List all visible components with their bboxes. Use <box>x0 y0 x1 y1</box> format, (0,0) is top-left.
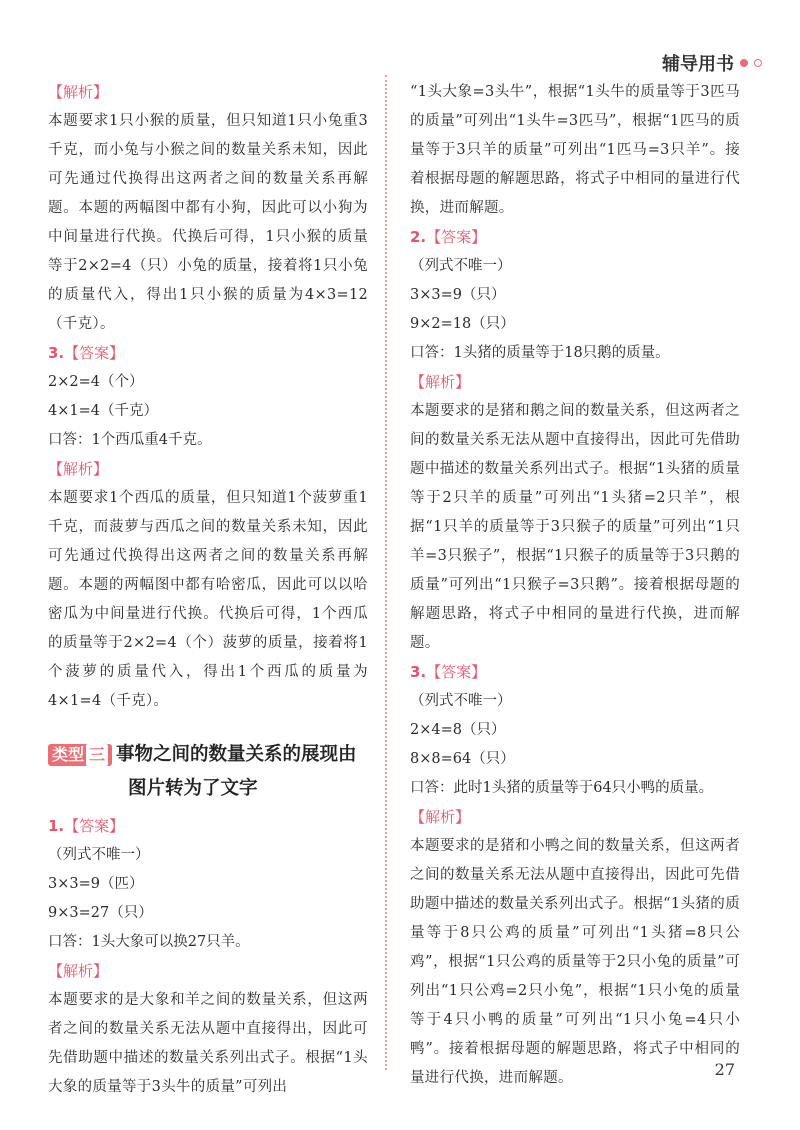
answer-label <box>410 223 740 252</box>
left-column <box>48 78 368 1102</box>
running-header <box>662 50 762 76</box>
answer-line: （列式不唯一） <box>48 847 150 863</box>
analysis-text: 本题要求的是大象和羊之间的数量关系，但这两者之间的数量关系无法从题中直接得出，因此可先借助题中描述的数量关系列出式子。根据“1头大象的质量等于3头牛的质量”可列出 <box>48 992 368 1095</box>
answer-line: 2×2=4（个） <box>48 374 144 390</box>
analysis-label: 【解析】 <box>48 460 109 478</box>
answer-line: 口答：此时1头猪的质量等于64只小鸭的质量。 <box>410 780 714 796</box>
type-badge-number: 三 <box>86 744 108 766</box>
answer-label <box>48 339 368 368</box>
answer-line: （列式不唯一） <box>410 258 512 274</box>
analysis-text: 本题要求1只小猴的质量，但只知道1只小兔重3千克，而小兔与小猴之间的数量关系未知，因此可先通过代换得出这两者之间的数量关系再解题。本题的两幅图中都有小狗，因此可以小狗为中间量进行代换。代换后可得，1只小猴的质量等于2×2=4（只）小兔的质量，接着将1只小兔的质量代入，得出1只小猴的质量为4×3=12（千克）。 <box>48 113 368 332</box>
answer-line: 3×3=9（匹） <box>48 876 144 892</box>
answer-label-text: 【答案】 <box>64 344 125 362</box>
answer-line: 口答：1头猪的质量等于18只鹅的质量。 <box>410 345 670 361</box>
book-title: 辅导用书 <box>662 54 734 75</box>
analysis-label: 【解析】 <box>48 962 109 980</box>
column-divider <box>385 75 387 1070</box>
section-title-line2: 图片转为了文字 <box>128 778 258 799</box>
answer-line: 口答：1个西瓜重4千克。 <box>48 432 212 448</box>
question-number: 2. <box>410 228 427 246</box>
dot-icon <box>740 59 748 67</box>
analysis-label: 【解析】 <box>410 373 471 391</box>
analysis-label: 【解析】 <box>410 808 471 826</box>
page-number: 27 <box>714 1060 735 1079</box>
type-badge-label: 类型 <box>52 745 85 764</box>
answer-label <box>410 658 740 687</box>
question-number: 3. <box>48 344 65 362</box>
answer-line: （列式不唯一） <box>410 693 512 709</box>
analysis-text: 本题要求的是猪和鹅之间的数量关系，但这两者之间的数量关系无法从题中直接得出，因此可先借助题中描述的数量关系列出式子。根据“1头猪的质量等于2只羊的质量”可列出“1头猪=2只羊”，根据“1只羊的质量等于3只猴子的质量”可列出“1只羊=3只猴子”，根据“1只猴子的质量等于3只鹅的质量”可列出“1只猴子=3只鹅”。接着根据母题的解题思路，将式子中相同的量进行代换，进而解题。 <box>410 403 740 651</box>
analysis-text: 本题要求1个西瓜的质量，但只知道1个菠萝重1千克，而菠萝与西瓜之间的数量关系未知，因此可先通过代换得出这两者之间的数量关系再解题。本题的两幅图中都有哈密瓜，因此可以以哈密瓜为中间量进行代换。代换后可得，1个西瓜的质量等于2×2=4（个）菠萝的质量，接着将1个菠萝的质量代入，得出1个西瓜的质量为4×1=4（千克）。 <box>48 490 368 709</box>
section-title-line1: 事物之间的数量关系的展现由 <box>116 744 357 765</box>
answer-line: 4×1=4（千克） <box>48 403 158 419</box>
analysis-text: 本题要求的是猪和小鸭之间的数量关系，但这两者之间的数量关系无法从题中直接得出，因此可先借助题中描述的数量关系列出式子。根据“1头猪的质量等于8只公鸡的质量”可列出“1头猪=8只公鸡”，根据“1只公鸡的质量等于2只小兔的质量”可列出“1只公鸡=2只小兔”，根据“1只小兔的质量等于4只小鸭的质量”可列出“1只小兔=4只小鸭”。接着根据母题的解题思路，将式子中相同的量进行代换，进而解题。 <box>410 838 740 1086</box>
question-number: 3. <box>410 663 427 681</box>
answer-line: 9×2=18（只） <box>410 316 515 332</box>
ring-icon <box>754 59 762 67</box>
answer-line: 9×3=27（只） <box>48 905 153 921</box>
question-number: 1. <box>48 817 65 835</box>
right-column <box>410 78 740 1093</box>
answer-line: 3×3=9（只） <box>410 287 506 303</box>
section-heading <box>48 738 368 806</box>
answer-line: 8×8=64（只） <box>410 751 515 767</box>
answer-label-text: 【答案】 <box>64 817 125 835</box>
answer-label-text: 【答案】 <box>426 663 487 681</box>
answer-line: 口答：1头大象可以换27只羊。 <box>48 934 250 950</box>
answer-label-text: 【答案】 <box>426 228 487 246</box>
type-badge <box>48 744 112 766</box>
analysis-text-continued: “1头大象=3头牛”，根据“1头牛的质量等于3匹马的质量”可列出“1头牛=3匹马”，根据“1匹马的质量等于3只羊的质量”可列出“1匹马=3只羊”。接着根据母题的解题思路，将式子中相同的量进行代换，进而解题。 <box>410 84 740 216</box>
answer-label <box>48 812 368 841</box>
analysis-label: 【解析】 <box>48 83 109 101</box>
answer-line: 2×4=8（只） <box>410 722 506 738</box>
